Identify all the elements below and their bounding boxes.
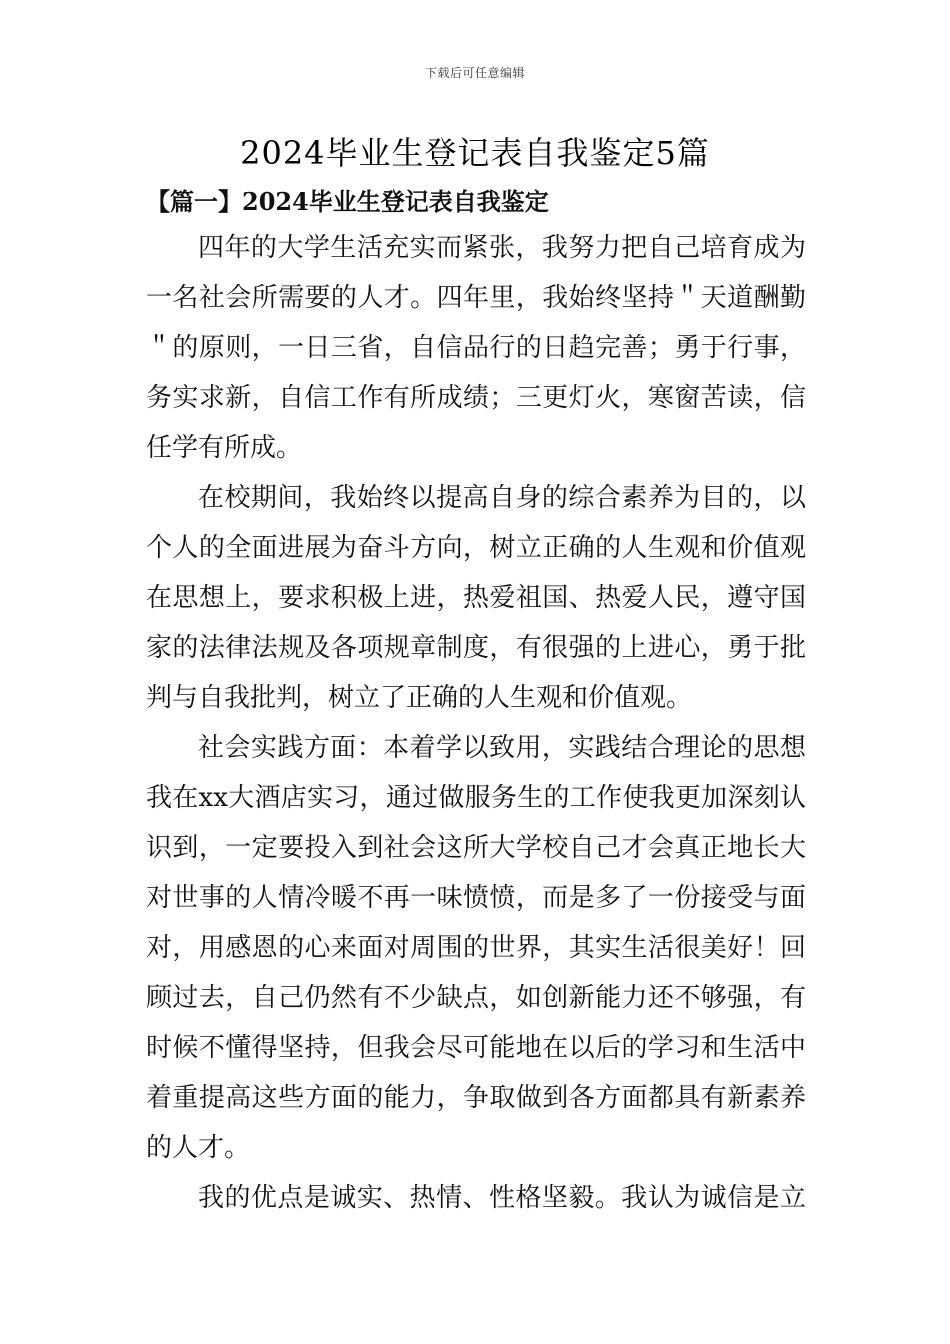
paragraph-line: 务实求新，自信工作有所成绩；三更灯火，寒窗苦读，信 — [146, 383, 806, 413]
paragraph-line: 判与自我批判，树立了正确的人生观和价值观。 — [146, 683, 693, 713]
paragraph-line: 四年的大学生活充实而紧张，我努力把自己培育成为 — [198, 233, 806, 263]
section-heading: 【篇一】2024毕业生登记表自我鉴定 — [146, 187, 549, 216]
paragraph-line: 个人的全面进展为奋斗方向，树立正确的人生观和价值观 — [146, 533, 806, 563]
paragraph-line: 在校期间，我始终以提高自身的综合素养为目的，以 — [198, 483, 806, 513]
paragraph-line: 着重提高这些方面的能力，争取做到各方面都具有新素养 — [146, 1083, 806, 1113]
paragraph-line: 社会实践方面：本着学以致用，实践结合理论的思想 — [198, 733, 806, 763]
paragraph-line: 任学有所成。 — [146, 433, 303, 463]
header-note: 下载后可任意编辑 — [424, 66, 525, 80]
paragraph-line: 对，用感恩的心来面对周围的世界，其实生活很美好！回 — [146, 933, 806, 963]
paragraph-line: 在思想上，要求积极上进，热爱祖国、热爱人民，遵守国 — [146, 583, 806, 613]
paragraph-line: 顾过去，自己仍然有不少缺点，如创新能力还不够强，有 — [146, 983, 806, 1013]
document-title: 2024毕业生登记表自我鉴定5篇 — [240, 134, 710, 172]
paragraph-line: 我的优点是诚实、热情、性格坚毅。我认为诚信是立 — [198, 1183, 806, 1213]
paragraph-line: 家的法律法规及各项规章制度，有很强的上进心，勇于批 — [146, 633, 806, 663]
paragraph-line: 识到，一定要投入到社会这所大学校自己才会真正地长大 — [146, 833, 806, 863]
paragraph-line: 对世事的人情冷暖不再一味愤愤，而是多了一份接受与面 — [146, 883, 806, 913]
paragraph-line: 一名社会所需要的人才。四年里，我始终坚持＂天道酬勤 — [146, 283, 806, 313]
paragraph-line: 时候不懂得坚持，但我会尽可能地在以后的学习和生活中 — [146, 1033, 806, 1063]
paragraph-line: 我在xx大酒店实习，通过做服务生的工作使我更加深刻认 — [146, 783, 806, 813]
paragraph-line: ＂的原则，一日三省，自信品行的日趋完善；勇于行事， — [146, 333, 806, 363]
paragraph-line: 的人才。 — [146, 1133, 251, 1163]
